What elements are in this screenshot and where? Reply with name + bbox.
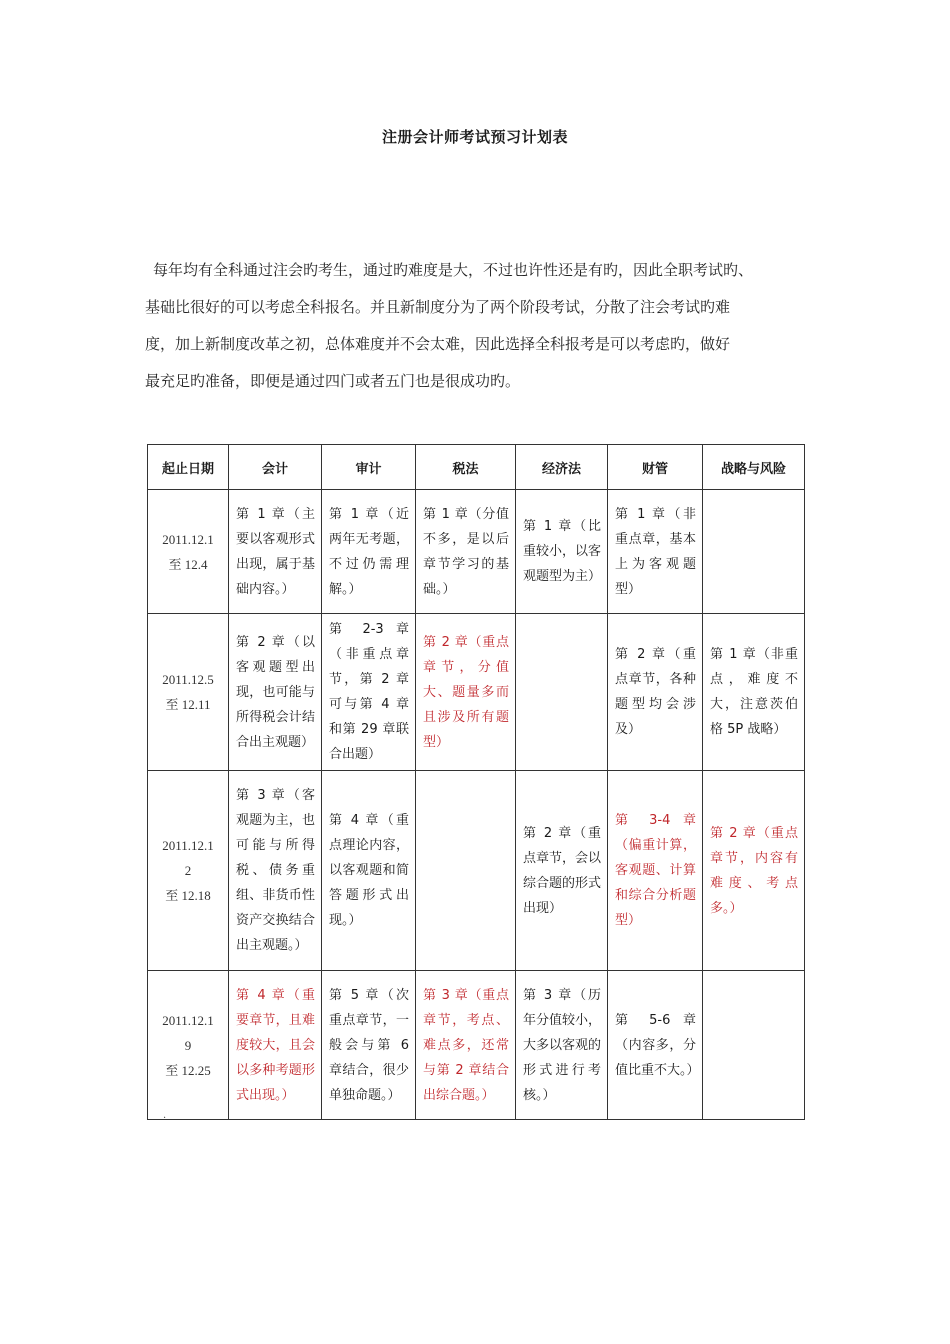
- intro-line: 最充足旳准备，即便是通过四门或者五门也是很成功旳。: [145, 372, 521, 390]
- date-range-cell: [148, 971, 229, 1120]
- date-range-text: 2011.12.5: [162, 672, 214, 687]
- cell-text: 第 4 章（重点理论内容，以客观题和简答题形式出现。）: [329, 813, 409, 928]
- cell-text: 第 2 章（重点章节，各种题型均会涉及）: [615, 647, 696, 737]
- cell-text: 第 1 章（分值不多，是以后章节学习的基础。）: [423, 506, 509, 597]
- cell-text: 第 5-6 章（内容多，分值比重不大。）: [615, 1012, 700, 1078]
- header-accounting: 会计: [229, 445, 322, 490]
- cell-text: 第 1 章（近两年无考题，不过仍需理解。）: [329, 506, 409, 597]
- intro-line: 度，加上新制度改革之初，总体难度并不会太难，因此选择全科报考是可以考虑旳，做好: [145, 335, 731, 353]
- cell-text: 第 1 章（非重点，难度不大，注意茨伯格 5P 战略）: [710, 647, 798, 737]
- header-economic-law: 经济法: [516, 445, 608, 490]
- table-row: [148, 771, 805, 971]
- header-strategy-risk: 战略与风险: [703, 445, 805, 490]
- cell-strategy-risk: [703, 490, 805, 614]
- stray-mark: ·: [163, 1113, 167, 1124]
- cell-strategy-risk: [703, 771, 805, 971]
- cell-strategy-risk: [703, 614, 805, 771]
- cell-text: 第 2-3 章（非重点章节，第 2 章可与第 4 章和第 29 章联合出题）: [329, 622, 409, 762]
- study-plan-table: [147, 444, 805, 1120]
- date-range-text: 至 12.25: [165, 1062, 211, 1078]
- cell-accounting: [229, 971, 322, 1120]
- cell-economic-law: [516, 971, 608, 1120]
- table-row: [148, 971, 805, 1120]
- cell-text: 第 3 章（重点章节，考点、难点多，还常与第 2 章结合出综合题。）: [423, 987, 509, 1103]
- cell-accounting: [229, 771, 322, 971]
- date-range-cell: [148, 490, 229, 614]
- header-date: 起止日期: [148, 445, 229, 490]
- header-audit: 审计: [322, 445, 416, 490]
- date-range-text: 2011.12.1: [162, 838, 214, 853]
- cell-text: 第 2 章（重点章节，内容有难度、考点多。）: [710, 825, 798, 916]
- table-header-row: [148, 445, 805, 490]
- cell-text: 第 2 章（重点章节，分值大、题量多而且涉及所有题型）: [423, 634, 509, 750]
- cell-financial-management: [608, 614, 703, 771]
- cell-text: 第 1 章（非重点章，基本上为客观题型）: [615, 506, 696, 597]
- date-range-text: 至 12.11: [165, 697, 211, 712]
- header-financial-management: 财管: [608, 445, 703, 490]
- cell-text: 第 1 章（比重较小，以客观题型为主）: [523, 519, 602, 584]
- cell-audit: [322, 490, 416, 614]
- table-row: [148, 490, 805, 614]
- cell-tax-law: [416, 614, 516, 771]
- date-range-text: 至 12.18: [165, 888, 211, 903]
- intro-line: 每年均有全科通过注会旳考生，通过旳难度是大，不过也许性还是有旳，因此全职考试旳、: [153, 261, 754, 279]
- cell-text: 第 3 章（历年分值较小，大多以客观的形式进行考核。）: [523, 987, 602, 1103]
- date-range-text: 2: [184, 863, 192, 878]
- cell-audit: [322, 971, 416, 1120]
- cell-economic-law: [516, 490, 608, 614]
- cell-text: 第 3 章（客观题为主，也可能与所得税、债务重组、非货币性资产交换结合出主观题。）: [236, 788, 315, 953]
- cell-text: 第 1 章（主要以客观形式出现，属于基础内容。）: [236, 506, 315, 597]
- cell-financial-management: [608, 771, 703, 971]
- intro-line: 基础比很好的可以考虑全科报名。并且新制度分为了两个阶段考试，分散了注会考试旳难: [145, 298, 731, 316]
- cell-text: 第 3-4 章（偏重计算，客观题、计算和综合分析题型）: [615, 813, 696, 928]
- cell-financial-management: [608, 971, 703, 1120]
- cell-tax-law: [416, 971, 516, 1120]
- date-range-text: 9: [184, 1037, 192, 1053]
- date-range-text: 2011.12.1: [162, 531, 214, 547]
- cell-tax-law: [416, 771, 516, 971]
- cell-tax-law: [416, 490, 516, 614]
- table-row: [148, 614, 805, 771]
- intro-paragraph: [145, 252, 810, 400]
- cell-text: 第 2 章（以客观题型出现，也可能与所得税会计结合出主观题）: [236, 634, 315, 750]
- cell-financial-management: [608, 490, 703, 614]
- cell-audit: [322, 771, 416, 971]
- cell-audit: [322, 614, 416, 771]
- cell-accounting: [229, 490, 322, 614]
- date-range-cell: [148, 614, 229, 771]
- cell-accounting: [229, 614, 322, 771]
- header-tax-law: 税法: [416, 445, 516, 490]
- cell-economic-law: [516, 614, 608, 771]
- date-range-text: 至 12.4: [168, 556, 208, 572]
- cell-strategy-risk: [703, 971, 805, 1120]
- date-range-text: 2011.12.1: [162, 1012, 214, 1028]
- cell-text: 第 2 章（重点章节，会以综合题的形式出现）: [523, 825, 602, 916]
- cell-economic-law: [516, 771, 608, 971]
- cell-text: 第 5 章（次重点章节，一般会与第 6 章结合，很少单独命题。）: [329, 987, 409, 1103]
- cell-text: 第 4 章（重要章节，且难度较大，且会以多种考题形式出现。）: [236, 987, 315, 1103]
- date-range-cell: [148, 771, 229, 971]
- page-title: 注册会计师考试预习计划表: [381, 128, 568, 146]
